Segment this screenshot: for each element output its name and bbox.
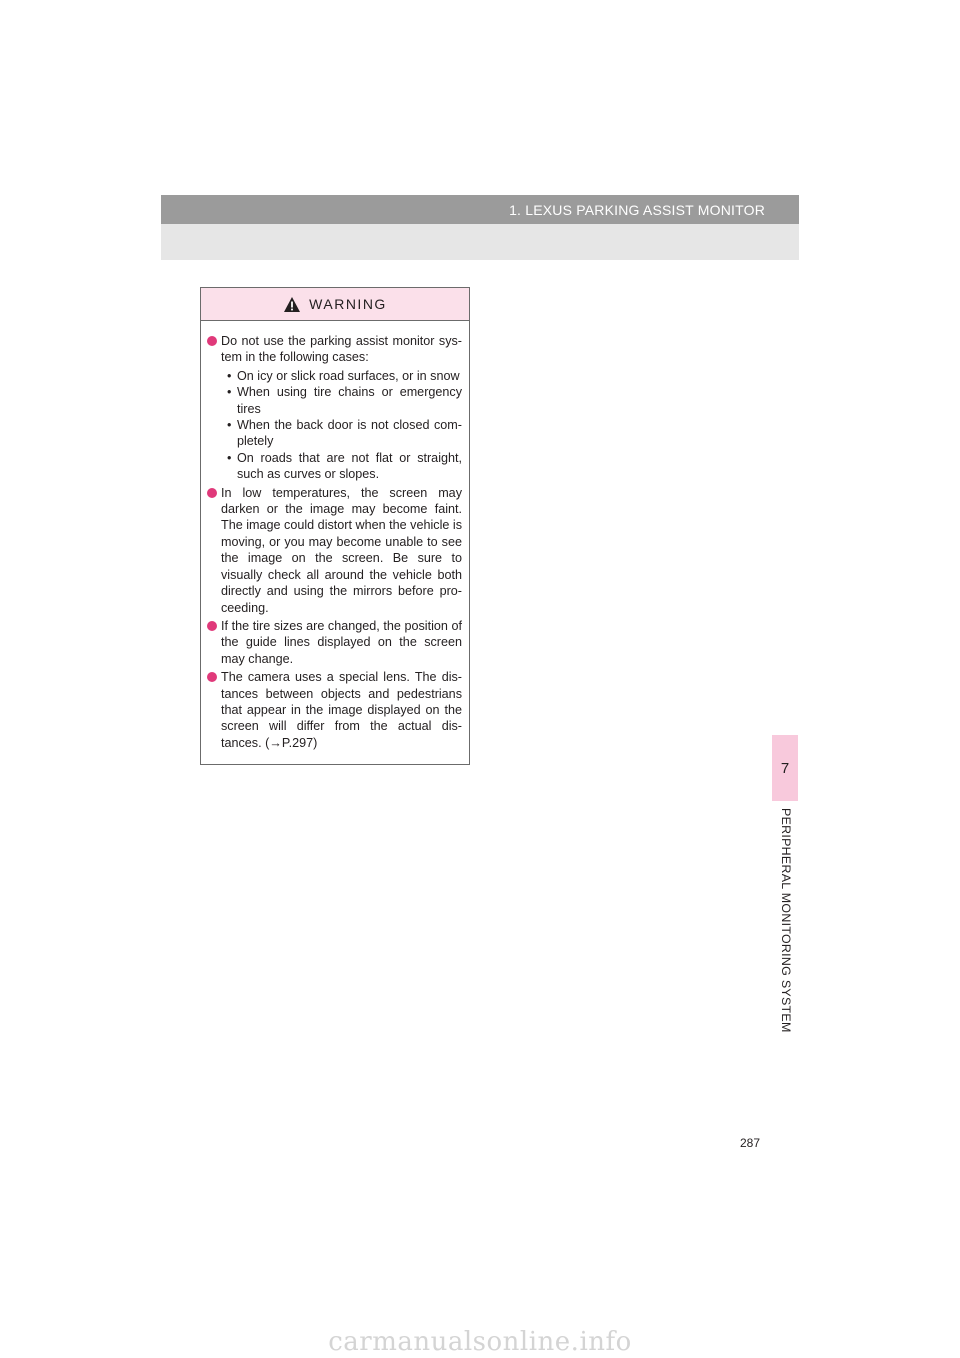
- sub-list-item: [221, 368, 462, 384]
- warning-triangle-icon: [283, 296, 301, 313]
- warning-item: [207, 333, 462, 483]
- warning-body: [201, 321, 469, 751]
- section-header-bar: [161, 195, 799, 224]
- warning-item-text: The camera uses a special lens. The dis-tances between objects and pedestrians that appear in the image displayed on the screen will differ from the actual dis-tances. (→P.297): [221, 670, 462, 750]
- warning-item-text: Do not use the parking assist monitor sys-tem in the following cases:: [221, 334, 462, 365]
- warning-item-text: If the tire sizes are changed, the position of the guide lines displayed on the screen may change.: [221, 618, 462, 666]
- dot-icon: •: [227, 450, 232, 465]
- watermark: carmanualsonline.info: [328, 1326, 632, 1357]
- chapter-number: 7: [780, 759, 790, 777]
- dot-icon: •: [227, 385, 232, 400]
- dot-icon: •: [227, 418, 232, 433]
- section-title: 1. LEXUS PARKING ASSIST MONITOR: [509, 202, 765, 218]
- bullet-icon: [207, 618, 221, 667]
- warning-header: [201, 288, 469, 321]
- bullet-icon: [207, 669, 221, 751]
- sub-list-item-text: On icy or slick road surfaces, or in snow: [237, 368, 460, 383]
- chapter-title: PERIPHERAL MONITORING SYSTEM: [779, 808, 793, 1033]
- bullet-icon: [207, 485, 221, 616]
- bullet-icon: [207, 333, 221, 483]
- sub-list: [221, 368, 462, 483]
- dot-icon: •: [227, 368, 232, 383]
- warning-box: [200, 287, 470, 765]
- warning-title: WARNING: [309, 296, 387, 312]
- sub-list-item-text: On roads that are not flat or straight, such as curves or slopes.: [237, 450, 462, 482]
- sub-list-item: [221, 450, 462, 483]
- warning-item-text: In low temperatures, the screen may darken or the image may become faint. The image could distort when the vehicle is moving, or you may become unable to see the image on the screen. Be sure to visually check all around the vehicle both directly and using the mirrors before pro-ceeding.: [221, 485, 462, 615]
- section-header-band: [161, 224, 799, 260]
- sub-list-item-text: When the back door is not closed com-pletely: [237, 418, 462, 449]
- sub-list-item: [221, 417, 462, 450]
- sub-list-item-text: When using tire chains or emergency tires: [237, 385, 462, 416]
- warning-item: [207, 485, 462, 616]
- warning-item: [207, 669, 462, 751]
- sub-list-item: [221, 384, 462, 417]
- chapter-tab: [772, 735, 798, 801]
- warning-item: [207, 618, 462, 667]
- page-number: 287: [740, 1136, 761, 1150]
